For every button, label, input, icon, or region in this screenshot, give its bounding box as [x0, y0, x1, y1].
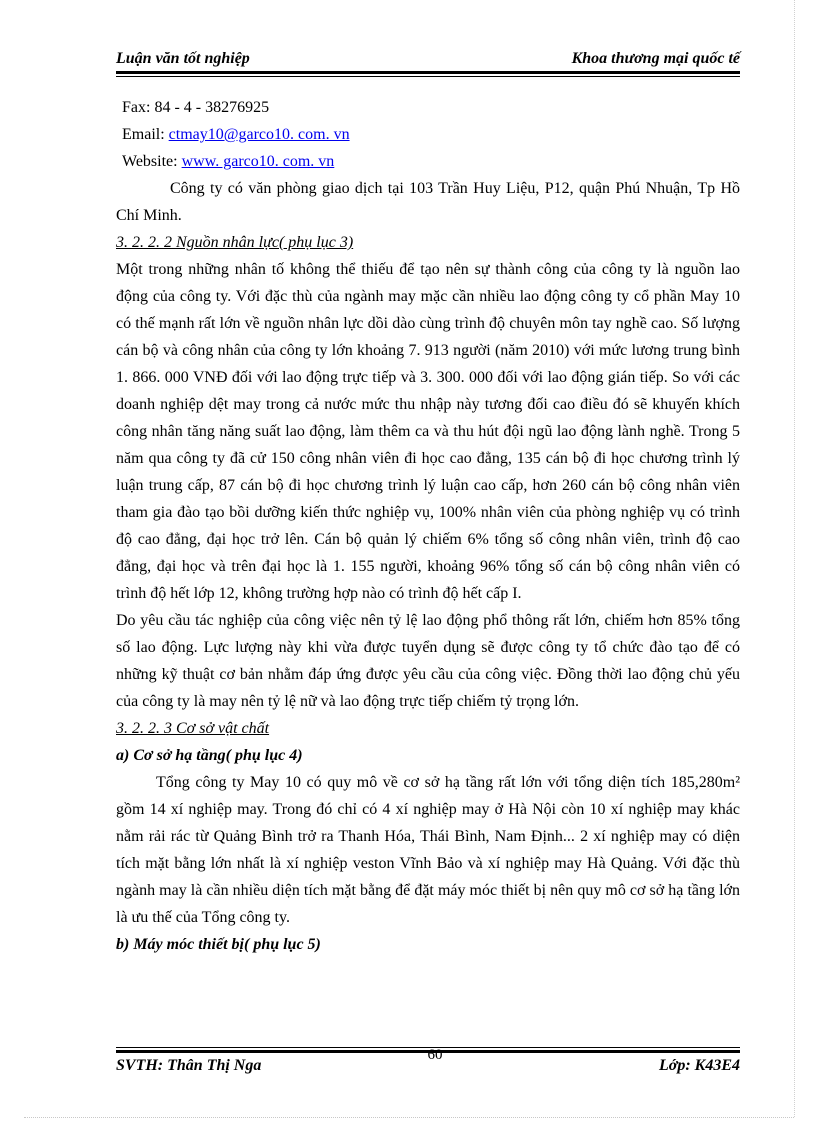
page-header: [116, 50, 740, 68]
email-link[interactable]: ctmay10@garco10. com. vn: [168, 126, 350, 143]
header-faculty: Khoa thương mại quốc tế: [571, 50, 740, 67]
footer-author: SVTH: Thân Thị Nga: [116, 1057, 262, 1074]
footer-class: Lớp: K43E4: [658, 1057, 740, 1074]
heading-human-resources: 3. 2. 2. 2 Nguồn nhân lực( phụ lục 3): [116, 234, 354, 251]
subheading-infrastructure: a) Cơ sở hạ tầng( phụ lục 4): [116, 747, 303, 764]
page-right-edge: [794, 0, 795, 1117]
office-paragraph: Công ty có văn phòng giao dịch tại 103 Trần Huy Liệu, P12, quận Phú Nhuận, Tp Hồ Chí Minh.: [116, 180, 740, 224]
heading-facilities: 3. 2. 2. 3 Cơ sở vật chất: [116, 720, 270, 737]
paragraph-infrastructure: Tổng công ty May 10 có quy mô về cơ sở hạ tầng rất lớn với tổng diện tích 185,280m² gồm 14 xí nghiệp may. Trong đó chỉ có 4 xí nghiệp may ở Hà Nội còn 10 xí nghiệp may khác nằm rải rác từ Quảng Bình trở ra Thanh Hóa, Thái Bình, Nam Định... 2 xí nghiệp may có diện tích mặt bằng lớn nhất là xí nghiệp veston Vĩnh Bảo và xí nghiệp may Hà Quảng. Với đặc thù ngành may là cần nhiều diện tích mặt bằng để đặt máy móc thiết bị nên quy mô cơ sở hạ tầng lớn là ưu thế của Tổng công ty.: [116, 774, 740, 926]
page-bottom-edge: [24, 1117, 794, 1118]
header-thesis-title: Luận văn tốt nghiệp: [116, 50, 250, 67]
website-link[interactable]: www. garco10. com. vn: [181, 153, 335, 170]
header-rule-thin: [116, 76, 740, 77]
paragraph-human-resources-1: Một trong những nhân tố không thể thiếu để tạo nên sự thành công của công ty là nguồn lao động của công ty. Với đặc thù của ngành may mặc cần nhiều lao động công ty cổ phần May 10 có thế mạnh rất lớn về nguồn nhân lực dồi dào cùng trình độ chuyên môn tay nghề cao. Số lượng cán bộ và công nhân của công ty lớn khoảng 7. 913 người (năm 2010) với mức lương trung bình 1. 866. 000 VNĐ đối với lao động trực tiếp và 3. 300. 000 đối với lao động gián tiếp. So với các doanh nghiệp dệt may trong cả nước mức thu nhập này tương đối cao điều đó sẽ khuyến khích công nhân tăng năng suất lao động, làm thêm ca và thu hút đội ngũ lao động lành nghề. Trong 5 năm qua công ty đã cử 150 công nhân viên đi học cao đẳng, 135 cán bộ đi học chương trình lý luận trung cấp, 87 cán bộ đi học chương trình lý luận cao cấp, hơn 260 cán bộ công nhân viên tham gia đào tạo bồi dưỡng kiến thức nghiệp vụ, 100% nhân viên của phòng nghiệp vụ có trình độ cao đẳng, đại học trở lên. Cán bộ quản lý chiếm 6% tổng số công nhân viên, trình độ cao đẳng, đại học và trên đại học là 1. 155 người, khoảng 96% tổng số cán bộ công nhân viên có trình độ hết lớp 12, không trường hợp nào có trình độ hết cấp I.: [116, 261, 740, 602]
email-line: [116, 121, 740, 148]
paragraph-human-resources-2: Do yêu cầu tác nghiệp của công việc nên tỷ lệ lao động phổ thông rất lớn, chiếm hơn 85% tổng số lao động. Lực lượng này khi vừa được tuyển dụng sẽ được công ty tổ chức đào tạo để có những kỹ thuật cơ bản nhằm đáp ứng được yêu cầu của công việc. Đồng thời lao động chủ yếu của công ty là may nên tỷ lệ nữ và lao động trực tiếp chiếm tỷ trọng lớn.: [116, 612, 740, 710]
header-rule: [116, 71, 740, 74]
website-line: [116, 148, 740, 175]
page-footer: [116, 1057, 740, 1075]
subheading-machinery: b) Máy móc thiết bị( phụ lục 5): [116, 936, 321, 953]
page-number: 60: [427, 1047, 443, 1063]
document-body: [116, 94, 740, 958]
fax-line: Fax: 84 - 4 - 38276925: [122, 99, 270, 116]
website-label: Website:: [122, 153, 182, 170]
email-label: Email:: [122, 126, 169, 143]
